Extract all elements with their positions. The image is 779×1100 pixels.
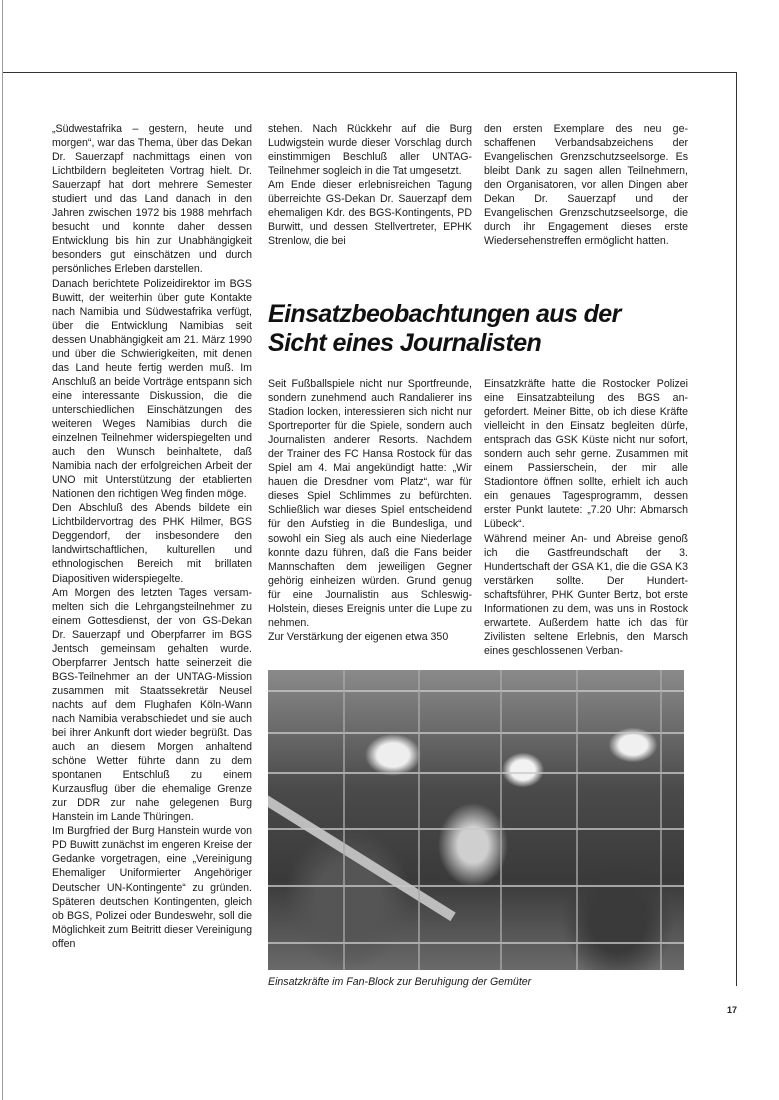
paragraph: Zur Verstärkung der eigenen etwa 350 <box>268 630 449 643</box>
paragraph: den ersten Exemplare des neu geschaffenen Verbandsabzeichens der Evangelischen Grenzschutzseelsorge. Es bleibt Dank zu sagen allen Teilnehmern, den Organisatoren, vor allen Dingen aber Dekan Dr. Sauerzapf und der Evangelischen Grenzschutzseelsorge, die durch ihr Engagement dieses erste Wiedersehenstreffen ermöglicht hatten. <box>484 123 688 248</box>
page-edge-line <box>2 0 3 1100</box>
article1-column-3 <box>484 122 688 248</box>
fence-bar <box>268 690 684 692</box>
frame-right-rule <box>736 72 737 986</box>
article2-column-2 <box>484 377 688 658</box>
photo-caption: Einsatzkräfte im Fan-Block zur Beruhigung der Gemüter <box>268 976 532 988</box>
article1-column-2 <box>268 122 472 248</box>
paragraph: Seit Fußballspiele nicht nur Sportfreunde, sondern zunehmend auch Randalierer ins Stadion locken, interessieren sich nicht nur Sportreporter für die Spiele, sondern auch Journalisten anderer Resorts. Nachdem der Trainer des FC Hansa Rostock für das Spiel am 4. Mai angekündigt hatte: „Wir hauen die Dresdner vom Platz“, war für dieses Spiel Schlimmes zu befürchten. Schließlich war dieses Spiel entscheidend für den Aufstieg in die Bundesliga, und sowohl ein Sieg als auch eine Niederlage konnte dazu führen, daß die Fans beider Mannschaften dem jeweiligen Gegner gehörig einheizen würden. Grund genug für eine Journalistin aus Schleswig-Holstein, dieses Ereignis unter die Lupe zu nehmen. <box>268 378 472 629</box>
fence-bar <box>343 670 345 970</box>
fence-bar <box>268 828 684 830</box>
paragraph: Danach berichtete Polizeidirektor im BGS Buwitt, der weiterhin über gute Kontakte nach Namibia und Südwestafrika verfügt, über die Entwicklung Namibias seit dessen Unabhängigkeit am 21. März 1990 und über die Schwierigkeiten, mit denen das Land heute fertig werden muß. Im Anschluß an beide Vorträge entspann sich eine interessante Diskussion, die die unterschiedlichen Einschätzungen des weiteren Weges Namibias durch die einzelnen Teilnehmer widerspiegelten und auch den Wunsch beinhaltete, daß Namibia nach der erfolgreichen Arbeit der UNO mit Unterstützung der etablierten Nationen den richtigen Weg finden möge. <box>52 277 252 501</box>
headline-line-1: Einsatzbeobachtungen aus der <box>268 300 621 328</box>
paragraph: stehen. Nach Rückkehr auf die Burg Ludwigstein wurde dieser Vorschlag durch einstimmigen Beschluß aller UNTAG-Teilnehmer sogleich in die Tat umgesetzt. <box>268 123 472 178</box>
headline-line-2: Sicht eines Journalisten <box>268 329 542 357</box>
railing <box>268 791 456 921</box>
fence-bar <box>268 885 684 887</box>
article2-headline <box>268 300 698 358</box>
fence-bar <box>268 732 684 734</box>
frame-top-rule <box>3 72 737 73</box>
paragraph: Einsatzkräfte hatte die Rostocker Polizei eine Einsatzabteilung des BGS angefordert. Meiner Bitte, ob ich diese Kräfte vielleicht in den Einsatz begleiten dürfe, entsprach das GSK Küste nicht nur sofort, sondern auch sehr gerne. Zusammen mit einem Passierschein, der mir alle Stadiontore öffnen sollte, erhielt ich auch ein genaues Tagesprogramm, dessen erster Punkt lautete: „7.20 Uhr: Abmarsch Lübeck“. <box>484 378 688 531</box>
fence-bar <box>268 772 684 774</box>
page-number: 17 <box>727 1005 738 1015</box>
paragraph: Den Abschluß des Abends bildete ein Lichtbildervortrag des PHK Hilmer, BGS Deggendorf, der insbesondere den landwirtschaftlichen, kulturellen und ethnologischen Bereich mit brillaten Diapositiven widerspiegelte. <box>52 502 252 585</box>
fence-bar <box>268 942 684 944</box>
paragraph: Am Morgen des letzten Tages versammelten sich die Lehrgangsteilnehmer zu einem Gottesdienst, der von GS-Dekan Dr. Sauerzapf und Oberpfarrer im BGS Jentsch gemeinsam gehalten wurde. Oberpfarrer Jentsch hatte seinerzeit die BGS-Teilnehmer an der UNTAG-Mission zusammen mit Staatssekretär Neusel nachts auf dem Flughafen Köln-Wann nach Namibia verabschiedet und sie auch bei ihrer Ankunft dort wieder begrüßt. Das auch an diesem Morgen anhaltend schöne Wetter führte dann zu dem spontanen Entschluß zu einem Kurzausflug über die ehemalige Grenze zur DDR zur nahe gelegenen Burg Hanstein im Lande Thüringen. <box>52 586 252 824</box>
paragraph: Am Ende dieser erlebnisreichen Tagung überreichte GS-Dekan Dr. Sauerzapf dem ehemaligen Kdr. des BGS-Kontingents, PD Burwitt, und dessen Stellvertreter, EPHK Strenlow, die bei <box>268 179 472 248</box>
fence-bar <box>500 670 502 970</box>
article2-column-1 <box>268 377 472 644</box>
fence-bar <box>418 670 420 970</box>
fence-bar <box>576 670 578 970</box>
paragraph: Im Burgfried der Burg Hanstein wurde von PD Buwitt zunächst im engeren Kreise der Gedanke vorgetragen, eine „Vereinigung Ehemaliger Uniformierter Angehöriger Deutscher UN-Kontingente“ zu gründen. Späteren deutschen Kontingenten, gleich ob BGS, Polizei oder Bundeswehr, soll die Möglichkeit zum Beitritt dieser Vereinigung offen <box>52 825 252 950</box>
article1-column-1 <box>52 122 252 951</box>
paragraph: Während meiner An- und Abreise genoß ich die Gastfreundschaft der 3. Hundertschaft der GSA K1, die die GSA K3 verstärken sollte. Der Hundertschaftsführer, PHK Gunter Bertz, bot erste Informationen zu dem, was uns in Rostock erwartete. Außerdem hatte ich das für Zivilisten seltene Erlebnis, den Marsch eines geschlossenen Verban- <box>484 532 688 657</box>
fence-bar <box>660 670 662 970</box>
stadium-crowd-photo <box>268 670 684 970</box>
paragraph: „Südwestafrika – gestern, heute und morgen“, war das Thema, über das Dekan Dr. Sauerzapf nachmittags einen von Lichtbildern begleiteten Vortrag hielt. Dr. Sauerzapf hat dort mehrere Semester studiert und das Land danach in den Jahren zwischen 1972 bis 1988 mehrfach besucht und konnte daher dessen Entwicklung bis hin zur Unabhängigkeit besonders gut einschätzen und durch persönliches Erleben darstellen. <box>52 123 252 276</box>
